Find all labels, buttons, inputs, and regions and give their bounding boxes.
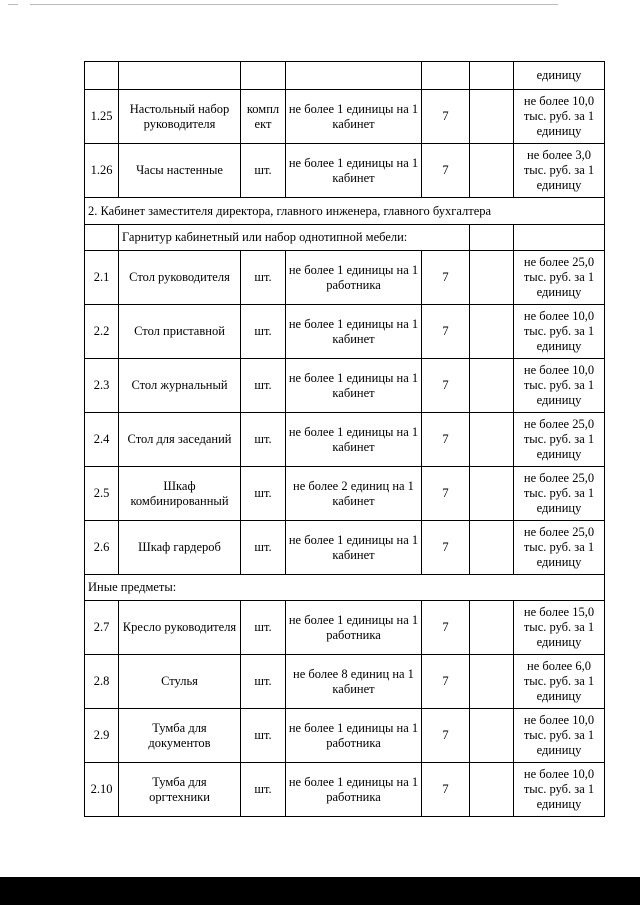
cell-norm: не более 1 единицы на 1 кабинет [286,144,422,198]
table-row [85,251,605,305]
cell-price: не более 25,0 тыс. руб. за 1 единицу [514,467,605,521]
table-row [85,709,605,763]
continuation-row [85,62,605,90]
cell-name: Тумба для документов [119,709,241,763]
cell-num: 1.26 [85,144,119,198]
cell-name: Шкаф комбинированный [119,467,241,521]
cell-name: Шкаф гардероб [119,521,241,575]
cell-name: Стол руководителя [119,251,241,305]
cell-note [470,251,514,305]
cell-note [470,763,514,817]
cell-num: 2.10 [85,763,119,817]
cell-price: не более 10,0 тыс. руб. за 1 единицу [514,305,605,359]
cell-norm: не более 1 единицы на 1 кабинет [286,90,422,144]
cell-name: Часы настенные [119,144,241,198]
cell-term: 7 [422,467,470,521]
cell-price: не более 25,0 тыс. руб. за 1 единицу [514,521,605,575]
cell-unit: шт. [241,359,286,413]
cell-name: Настольный набор руководителя [119,90,241,144]
table-row [85,413,605,467]
cell-price [514,225,605,251]
cell-num: 1.25 [85,90,119,144]
cell-norm: не более 2 единиц на 1 кабинет [286,467,422,521]
subheading-row [85,575,605,601]
cell-norm: не более 1 единицы на 1 работника [286,601,422,655]
cell-unit: шт. [241,601,286,655]
table-row [85,305,605,359]
cell-name [119,62,241,90]
cell-term: 7 [422,655,470,709]
table-row [85,763,605,817]
cell-norm: не более 1 единицы на 1 кабинет [286,305,422,359]
cell-num: 2.1 [85,251,119,305]
furniture-norms-table [84,61,605,817]
section-title: 2. Кабинет заместителя директора, главного инженера, главного бухгалтера [85,198,605,225]
cell-num [85,62,119,90]
cell-unit: компл ект [241,90,286,144]
cell-price: не более 6,0 тыс. руб. за 1 единицу [514,655,605,709]
cell-term: 7 [422,359,470,413]
cell-unit: шт. [241,413,286,467]
cell-term: 7 [422,763,470,817]
cell-note [470,62,514,90]
cell-term: 7 [422,601,470,655]
cell-term [422,62,470,90]
cell-price: не более 15,0 тыс. руб. за 1 единицу [514,601,605,655]
cell-num: 2.8 [85,655,119,709]
cell-unit: шт. [241,144,286,198]
cell-norm: не более 1 единицы на 1 кабинет [286,521,422,575]
cell-name: Кресло руководителя [119,601,241,655]
cell-unit: шт. [241,467,286,521]
cell-num: 2.3 [85,359,119,413]
cell-unit [241,62,286,90]
cell-name: Стол для заседаний [119,413,241,467]
cell-note [470,601,514,655]
table-row [85,601,605,655]
cell-unit: шт. [241,709,286,763]
cell-num [85,225,119,251]
cell-num: 2.7 [85,601,119,655]
cell-note [470,467,514,521]
cell-norm: не более 1 единицы на 1 работника [286,763,422,817]
scan-edge-mark [8,4,18,5]
cell-unit: шт. [241,655,286,709]
subheading-row [85,225,605,251]
cell-note [470,359,514,413]
cell-price: единицу [514,62,605,90]
cell-num: 2.4 [85,413,119,467]
table-row [85,144,605,198]
cell-norm: не более 1 единицы на 1 работника [286,709,422,763]
cell-unit: шт. [241,251,286,305]
cell-note [470,521,514,575]
table-row [85,655,605,709]
cell-norm: не более 1 единицы на 1 работника [286,251,422,305]
cell-unit: шт. [241,763,286,817]
cell-note [470,655,514,709]
table-row [85,359,605,413]
cell-note [470,225,514,251]
cell-term: 7 [422,709,470,763]
cell-num: 2.6 [85,521,119,575]
cell-price: не более 10,0 тыс. руб. за 1 единицу [514,709,605,763]
cell-price: не более 10,0 тыс. руб. за 1 единицу [514,90,605,144]
cell-note [470,413,514,467]
cell-name: Стол журнальный [119,359,241,413]
section-row [85,198,605,225]
cell-name: Тумба для оргтехники [119,763,241,817]
cell-note [470,90,514,144]
cell-num: 2.9 [85,709,119,763]
cell-price: не более 10,0 тыс. руб. за 1 единицу [514,359,605,413]
cell-norm: не более 8 единиц на 1 кабинет [286,655,422,709]
cell-note [470,709,514,763]
cell-term: 7 [422,305,470,359]
cell-term: 7 [422,413,470,467]
cell-price: не более 10,0 тыс. руб. за 1 единицу [514,763,605,817]
cell-term: 7 [422,90,470,144]
top-rule [30,4,558,5]
cell-note [470,305,514,359]
cell-price: не более 25,0 тыс. руб. за 1 единицу [514,413,605,467]
table-row [85,90,605,144]
cell-term: 7 [422,251,470,305]
table-row [85,521,605,575]
subheading-furniture: Гарнитур кабинетный или набор однотипной мебели: [119,225,470,251]
cell-term: 7 [422,521,470,575]
cell-norm: не более 1 единицы на 1 кабинет [286,413,422,467]
cell-price: не более 3,0 тыс. руб. за 1 единицу [514,144,605,198]
subheading-other: Иные предметы: [85,575,605,601]
cell-unit: шт. [241,305,286,359]
cell-norm: не более 1 единицы на 1 кабинет [286,359,422,413]
cell-num: 2.5 [85,467,119,521]
cell-price: не более 25,0 тыс. руб. за 1 единицу [514,251,605,305]
table-row [85,467,605,521]
scan-bottom-band [0,877,640,905]
cell-note [470,144,514,198]
cell-name: Стулья [119,655,241,709]
cell-term: 7 [422,144,470,198]
cell-unit: шт. [241,521,286,575]
cell-norm [286,62,422,90]
cell-name: Стол приставной [119,305,241,359]
cell-num: 2.2 [85,305,119,359]
